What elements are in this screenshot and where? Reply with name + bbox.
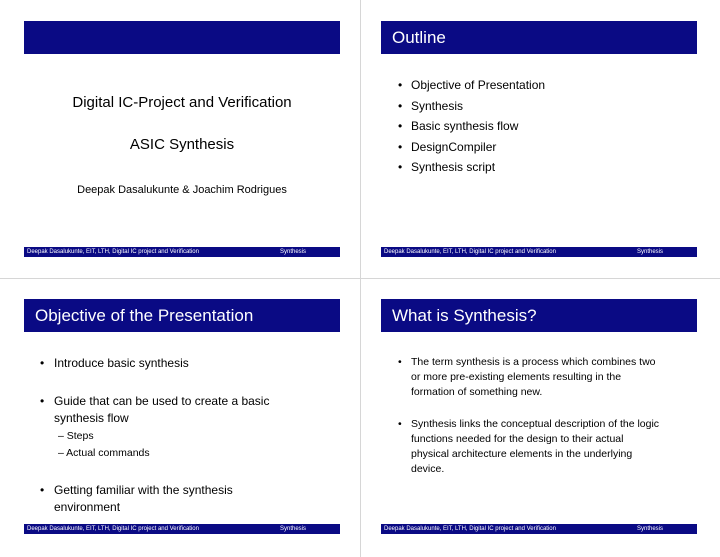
slide1-footer [24,247,340,257]
footer-left-text: Deepak Dasalukunte, EIT, LTH, Digital IC project and Verification [27,249,199,255]
slide3-title: Objective of the Presentation [35,305,254,325]
slide3-title-bar [24,299,340,332]
list-item: • Synthesis [398,98,464,113]
synthesis-paragraphs [398,355,659,477]
list-item: • Synthesis links the conceptual description of the logic functions needed for the design to their actual physical architecture elements in the underlying device. [398,418,660,475]
list-item: • The term synthesis is a process which combines two or more pre-existing elements resulting in the formation of something new. [398,356,656,398]
slide4-title-bar [381,299,697,332]
footer-right-text: Synthesis [637,249,664,255]
sub-item-steps: – Steps [58,430,94,442]
footer-left-text: Deepak Dasalukunte, EIT, LTH, Digital IC project and Verification [27,526,199,532]
objective-list [40,355,269,516]
footer-left-text: Deepak Dasalukunte, EIT, LTH, Digital IC project and Verification [384,526,556,532]
slide2-title-bar [381,21,697,54]
list-item: • Getting familiar with the synthesis environment [40,483,233,514]
sub-item-commands: – Actual commands [58,447,150,459]
footer-right-text: Synthesis [280,526,307,532]
footer-right-text: Synthesis [637,526,664,532]
list-item: • Introduce basic synthesis [40,356,189,370]
list-item: • Guide that can be used to create a basic synthesis flow [40,394,270,425]
course-title: Digital IC-Project and Verification [72,94,292,111]
footer-right-text: Synthesis [280,249,307,255]
footer-left-text: Deepak Dasalukunte, EIT, LTH, Digital IC project and Verification [384,249,556,255]
slide1-title-bar [24,21,340,54]
topic-title: ASIC Synthesis [129,136,235,153]
outline-list [398,78,545,181]
list-item: • Basic synthesis flow [398,119,519,133]
horizontal-divider [0,278,720,279]
authors: Deepak Dasalukunte & Joachim Rodrigues [77,184,287,196]
list-item: • Synthesis script [398,160,496,174]
list-item: • Objective of Presentation [398,78,546,92]
slide2-footer [381,247,697,257]
list-item: • DesignCompiler [398,139,497,154]
slide4-title: What is Synthesis? [392,305,537,325]
slide2-title: Outline [392,27,446,47]
slide3-footer [24,524,340,534]
slide4-footer [381,524,697,534]
